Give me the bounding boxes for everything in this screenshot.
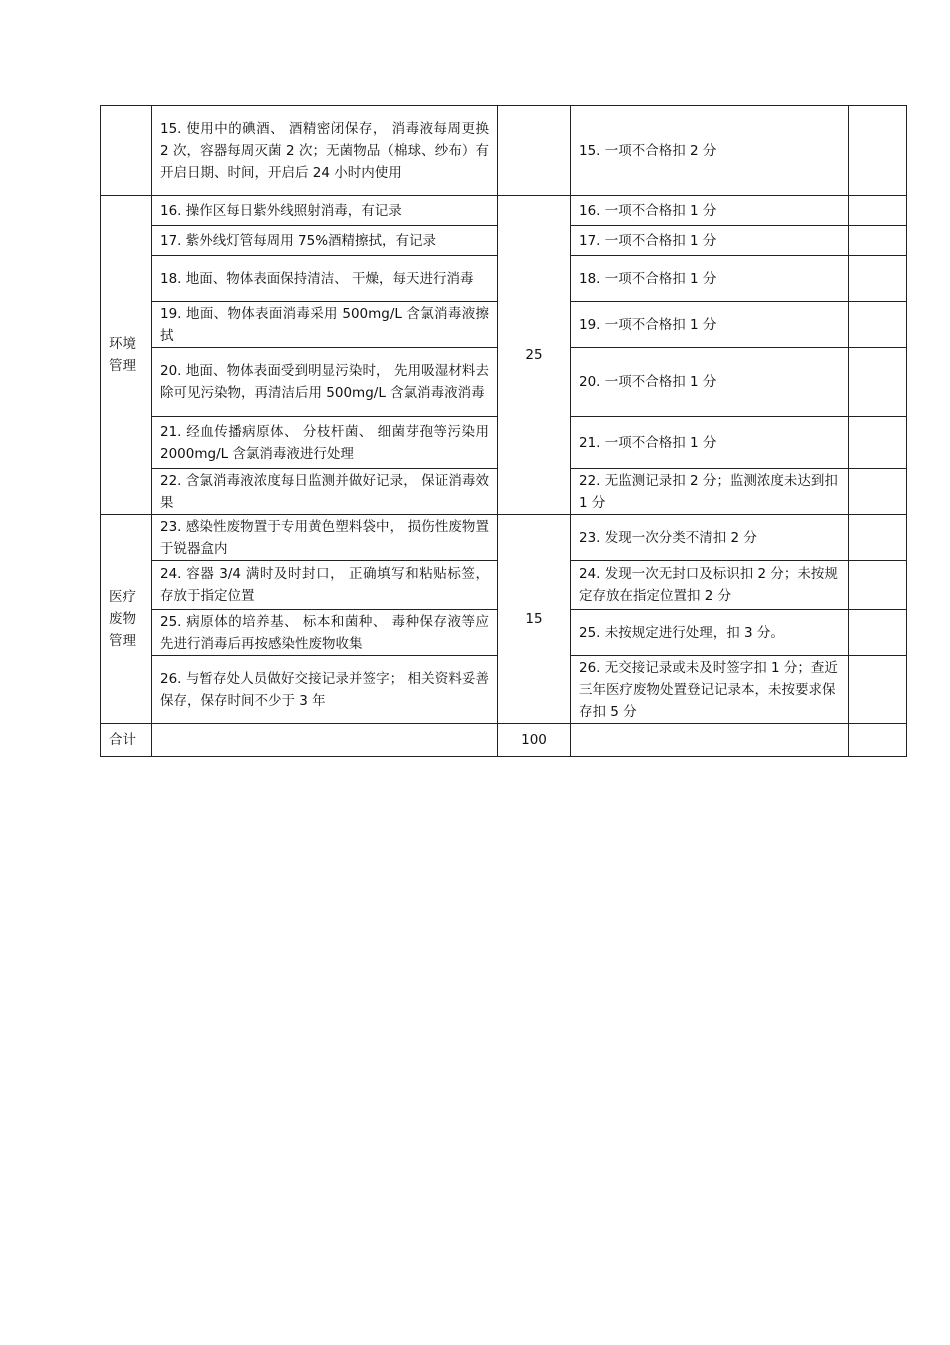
section-score-cell: 25: [498, 196, 571, 515]
actual-score-cell: [849, 656, 907, 724]
deduction-rule-cell: 16. 一项不合格扣 1 分: [571, 196, 849, 226]
deduction-rule-cell: 21. 一项不合格扣 1 分: [571, 417, 849, 469]
category-cell-continued: [101, 106, 152, 196]
total-row: [101, 724, 907, 757]
total-item-cell: [152, 724, 498, 757]
total-actual-score-cell: [849, 724, 907, 757]
item-content-cell: 19. 地面、物体表面消毒采用 500mg/L 含氯消毒液擦拭: [152, 302, 498, 348]
category-medical-waste-cell: [101, 515, 152, 724]
deduction-rule-cell: 18. 一项不合格扣 1 分: [571, 256, 849, 302]
actual-score-cell: [849, 610, 907, 656]
deduction-rule-cell: 17. 一项不合格扣 1 分: [571, 226, 849, 256]
table-row: [101, 515, 907, 561]
item-content-cell: 24. 容器 3/4 满时及时封口， 正确填写和粘贴标签，存放于指定位置: [152, 561, 498, 610]
actual-score-cell: [849, 348, 907, 417]
deduction-rule-cell: 19. 一项不合格扣 1 分: [571, 302, 849, 348]
total-label-cell: 合计: [101, 724, 152, 757]
item-content-cell: 21. 经血传播病原体、 分枝杆菌、 细菌芽孢等污染用 2000mg/L 含氯消毒液进行处理: [152, 417, 498, 469]
category-label: 医疗废物管理: [109, 589, 136, 649]
deduction-rule-cell: 26. 无交接记录或未及时签字扣 1 分；查近三年医疗废物处置登记记录本，未按要求保存扣 5 分: [571, 656, 849, 724]
table-row: [101, 106, 907, 196]
item-content-cell: 17. 紫外线灯管每周用 75%酒精擦拭，有记录: [152, 226, 498, 256]
actual-score-cell: [849, 226, 907, 256]
item-content-cell: 15. 使用中的碘酒、 酒精密闭保存， 消毒液每周更换 2 次，容器每周灭菌 2 次；无菌物品（棉球、纱布）有开启日期、时间，开启后 24 小时内使用: [152, 106, 498, 196]
deduction-rule-cell: 23. 发现一次分类不清扣 2 分: [571, 515, 849, 561]
category-label: 环境管理: [109, 336, 136, 374]
deduction-rule-cell: 15. 一项不合格扣 2 分: [571, 106, 849, 196]
item-content-cell: 26. 与暂存处人员做好交接记录并签字； 相关资料妥善保存，保存时间不少于 3 年: [152, 656, 498, 724]
section-score-cell: 15: [498, 515, 571, 724]
item-content-cell: 18. 地面、物体表面保持清洁、 干燥，每天进行消毒: [152, 256, 498, 302]
deduction-rule-cell: 22. 无监测记录扣 2 分；监测浓度未达到扣 1 分: [571, 469, 849, 515]
item-content-cell: 22. 含氯消毒液浓度每日监测并做好记录， 保证消毒效果: [152, 469, 498, 515]
actual-score-cell: [849, 196, 907, 226]
total-rule-cell: [571, 724, 849, 757]
actual-score-cell: [849, 256, 907, 302]
actual-score-cell: [849, 302, 907, 348]
total-score-cell: 100: [498, 724, 571, 757]
item-content-cell: 23. 感染性废物置于专用黄色塑料袋中， 损伤性废物置于锐器盒内: [152, 515, 498, 561]
actual-score-cell: [849, 417, 907, 469]
item-content-cell: 16. 操作区每日紫外线照射消毒，有记录: [152, 196, 498, 226]
table-row: [101, 196, 907, 226]
deduction-rule-cell: 24. 发现一次无封口及标识扣 2 分；未按规定存放在指定位置扣 2 分: [571, 561, 849, 610]
actual-score-cell: [849, 561, 907, 610]
actual-score-cell: [849, 469, 907, 515]
deduction-rule-cell: 25. 未按规定进行处理，扣 3 分。: [571, 610, 849, 656]
category-environment-cell: [101, 196, 152, 515]
item-content-cell: 25. 病原体的培养基、 标本和菌种、 毒种保存液等应先进行消毒后再按感染性废物收集: [152, 610, 498, 656]
actual-score-cell: [849, 515, 907, 561]
deduction-rule-cell: 20. 一项不合格扣 1 分: [571, 348, 849, 417]
score-cell-continued: [498, 106, 571, 196]
item-content-cell: 20. 地面、物体表面受到明显污染时， 先用吸湿材料去除可见污染物，再清洁后用 500mg/L 含氯消毒液消毒: [152, 348, 498, 417]
actual-score-cell: [849, 106, 907, 196]
inspection-score-table: [100, 105, 907, 757]
